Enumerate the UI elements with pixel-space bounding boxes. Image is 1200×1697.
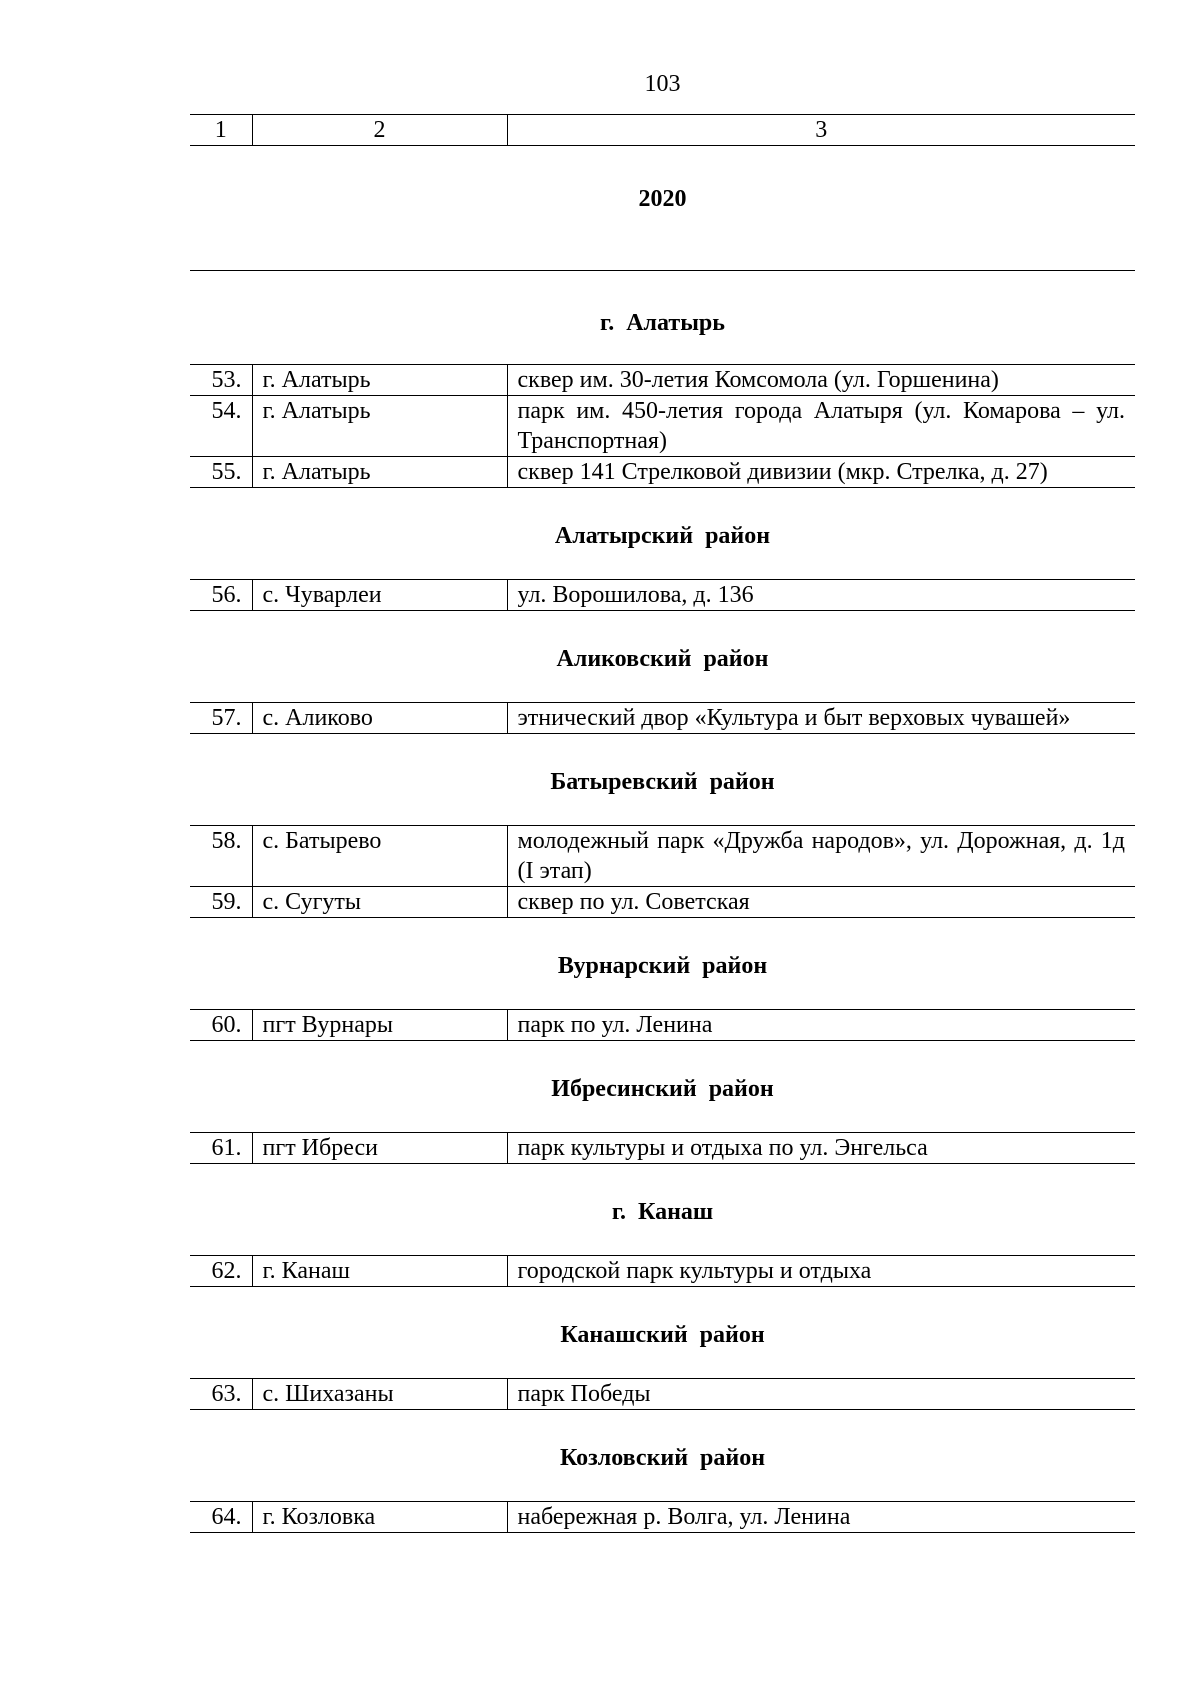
- table-row: [190, 1010, 1135, 1041]
- year-block: [190, 146, 1135, 271]
- row-number: 56.: [190, 580, 252, 611]
- section-table: [190, 364, 1135, 488]
- table-row: [190, 365, 1135, 396]
- table-row: [190, 887, 1135, 918]
- row-object: парк по ул. Ленина: [507, 1010, 1135, 1041]
- row-object: ул. Ворошилова, д. 136: [507, 580, 1135, 611]
- row-locality: с. Аликово: [252, 703, 507, 734]
- row-number: 63.: [190, 1379, 252, 1410]
- section-heading: Козловский район: [559, 1445, 766, 1471]
- row-object: парк Победы: [507, 1379, 1135, 1410]
- section-heading: Батыревский район: [550, 769, 775, 795]
- section-heading: Вурнарский район: [557, 953, 768, 979]
- section-table: [190, 1255, 1135, 1287]
- row-object: городской парк культуры и отдыха: [507, 1256, 1135, 1287]
- table-row: [190, 1256, 1135, 1287]
- row-locality: г. Алатырь: [252, 365, 507, 396]
- page-number: 103: [644, 71, 681, 97]
- row-locality: г. Алатырь: [252, 457, 507, 488]
- row-locality: пгт Ибреси: [252, 1133, 507, 1164]
- section-table: [190, 825, 1135, 918]
- section-table: [190, 1132, 1135, 1164]
- row-number: 60.: [190, 1010, 252, 1041]
- section-table: [190, 1378, 1135, 1410]
- section-heading: Канашский район: [560, 1322, 765, 1348]
- table-row: [190, 1133, 1135, 1164]
- section-table: [190, 702, 1135, 734]
- section-heading: Алатырский район: [554, 523, 771, 549]
- row-locality: с. Чуварлеи: [252, 580, 507, 611]
- column-header-3: 3: [507, 115, 1135, 146]
- row-number: 53.: [190, 365, 252, 396]
- table-row: [190, 1379, 1135, 1410]
- row-locality: с. Батырево: [252, 826, 507, 887]
- row-number: 58.: [190, 826, 252, 887]
- table-row: [190, 457, 1135, 488]
- row-number: 55.: [190, 457, 252, 488]
- row-number: 59.: [190, 887, 252, 918]
- row-number: 57.: [190, 703, 252, 734]
- table-row: [190, 826, 1135, 887]
- row-number: 64.: [190, 1502, 252, 1533]
- row-locality: пгт Вурнары: [252, 1010, 507, 1041]
- section-table: [190, 1501, 1135, 1533]
- row-object: парк им. 450-летия города Алатыря (ул. Комарова – ул. Транспортная): [507, 396, 1135, 457]
- section-heading: Аликовский район: [556, 646, 769, 672]
- section-heading: г. Канаш: [611, 1199, 714, 1225]
- row-locality: г. Алатырь: [252, 396, 507, 457]
- section-heading: Ибресинский район: [551, 1076, 774, 1102]
- section-table: [190, 579, 1135, 611]
- section-table: [190, 1009, 1135, 1041]
- section-heading: г. Алатырь: [600, 310, 725, 336]
- row-locality: г. Канаш: [252, 1256, 507, 1287]
- column-header-2: 2: [252, 115, 507, 146]
- row-locality: с. Шихазаны: [252, 1379, 507, 1410]
- row-object: сквер 141 Стрелковой дивизии (мкр. Стрелка, д. 27): [507, 457, 1135, 488]
- table-row: [190, 703, 1135, 734]
- column-header-1: 1: [190, 115, 252, 146]
- row-object: набережная р. Волга, ул. Ленина: [507, 1502, 1135, 1533]
- year-heading: 2020: [638, 186, 687, 212]
- row-object: парк культуры и отдыха по ул. Энгельса: [507, 1133, 1135, 1164]
- row-number: 54.: [190, 396, 252, 457]
- row-object: молодежный парк «Дружба народов», ул. Дорожная, д. 1д (I этап): [507, 826, 1135, 887]
- column-header-row: [190, 114, 1135, 146]
- table-row: [190, 396, 1135, 457]
- row-number: 62.: [190, 1256, 252, 1287]
- row-object: сквер по ул. Советская: [507, 887, 1135, 918]
- table-row: [190, 580, 1135, 611]
- table-row: [190, 1502, 1135, 1533]
- row-object: этнический двор «Культура и быт верховых чувашей»: [507, 703, 1135, 734]
- row-number: 61.: [190, 1133, 252, 1164]
- row-locality: с. Сугуты: [252, 887, 507, 918]
- row-locality: г. Козловка: [252, 1502, 507, 1533]
- sections-container: [190, 271, 1135, 1533]
- document-body: [190, 114, 1135, 1533]
- row-object: сквер им. 30-летия Комсомола (ул. Горшенина): [507, 365, 1135, 396]
